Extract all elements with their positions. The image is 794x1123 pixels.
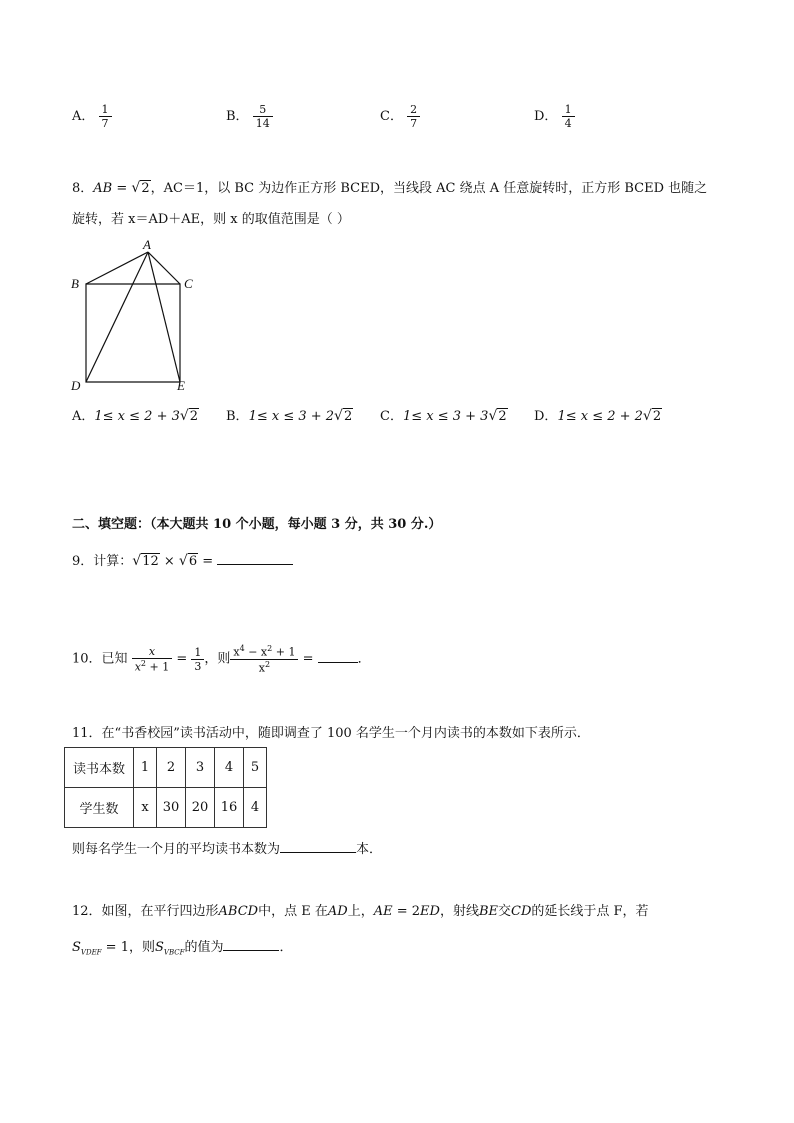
q7-option-c: C． $\frac{2}{7}$ bbox=[380, 103, 420, 130]
q9: 9．计算：√12 × √6 = bbox=[72, 550, 293, 569]
fraction: $\frac{1}{7}$ bbox=[99, 103, 112, 130]
table-row bbox=[65, 748, 267, 788]
table-cell: 学生数 bbox=[65, 788, 134, 828]
table-cell: x bbox=[134, 788, 157, 828]
q11-text: 11．在“书香校园”读书活动中，随即调查了 100 名学生一个月内读书的本数如下表所示． bbox=[72, 726, 590, 741]
fraction: $\frac{x}{x^2 + 1}$ bbox=[132, 645, 173, 674]
table-cell: 30 bbox=[157, 788, 186, 828]
q8-option-b: B．1≤ x ≤ 3 + 2√2 bbox=[226, 408, 353, 424]
answer-blank[interactable] bbox=[223, 938, 279, 951]
sqrt: √2 bbox=[131, 180, 150, 196]
table-cell: 16 bbox=[215, 788, 244, 828]
fraction: $\frac{x^4 - x^2 + 1}{x^2}$ bbox=[230, 644, 298, 674]
fraction: $\frac{1}{3}$ bbox=[191, 646, 204, 673]
answer-blank[interactable] bbox=[280, 840, 356, 853]
fraction: $\frac{5}{14}$ bbox=[253, 103, 273, 130]
q12-line-2: $S_{VDEF} = 1$，则$S_{VBCF}$的值为 ． bbox=[72, 940, 293, 957]
table-row bbox=[65, 788, 267, 828]
answer-blank[interactable] bbox=[318, 650, 358, 663]
square-bced bbox=[86, 284, 180, 382]
q7-option-a: A． $\frac{1}{7}$ bbox=[72, 103, 112, 130]
table-cell: 4 bbox=[244, 788, 267, 828]
vertex-d: D bbox=[71, 378, 81, 393]
table-cell: 1 bbox=[134, 748, 157, 788]
fraction: $\frac{2}{7}$ bbox=[407, 103, 420, 130]
q8-option-c: C．1≤ x ≤ 3 + 3√2 bbox=[380, 408, 507, 424]
answer-blank[interactable] bbox=[217, 552, 293, 565]
q11-answer-line: 则每名学生一个月的平均读书本数为 本． bbox=[72, 842, 383, 857]
table-cell: 3 bbox=[186, 748, 215, 788]
vertex-c: C bbox=[184, 276, 193, 291]
vertex-b: B bbox=[71, 276, 79, 291]
vertex-a: A bbox=[143, 237, 151, 252]
table-cell: 5 bbox=[244, 748, 267, 788]
q8-option-a: A．1≤ x ≤ 2 + 3√2 bbox=[72, 408, 199, 424]
table-cell: 4 bbox=[215, 748, 244, 788]
fraction: $\frac{1}{4}$ bbox=[562, 103, 575, 130]
q8-line-1: 8．AB = √2，AC＝1，以 BC 为边作正方形 BCED，当线段 AC 绕点 A 任意旋转时，正方形 BCED 也随之 bbox=[72, 180, 708, 196]
vertex-e: E bbox=[177, 378, 185, 393]
q7-option-b: B． $\frac{5}{14}$ bbox=[226, 103, 273, 130]
segment-ad bbox=[86, 252, 148, 382]
table-cell: 20 bbox=[186, 788, 215, 828]
segment-ac bbox=[148, 252, 180, 284]
q10: 10．已知 $\frac{x}{x^2 + 1}$ = $\frac{1}{3}$ ，则 $\frac{x^4 - x^2 + 1}{x^2}$ = ． bbox=[72, 644, 371, 675]
q8-option-d: D．1≤ x ≤ 2 + 2√2 bbox=[534, 408, 662, 424]
section-2-heading: 二、填空题：（本大题共 10 个小题，每小题 3 分，共 30 分.） bbox=[72, 517, 442, 532]
reading-table bbox=[64, 747, 267, 828]
table-cell: 2 bbox=[157, 748, 186, 788]
q12-line-1: 12．如图，在平行四边形ABCD中，点 E 在AD上，AE = 2ED，射线BE交CD的延长线于点 F，若 bbox=[72, 904, 649, 919]
segment-ab bbox=[86, 252, 148, 284]
q8-line-2: 旋转，若 x＝AD＋AE，则 x 的取值范围是（ ） bbox=[72, 212, 350, 227]
q8-figure bbox=[66, 236, 206, 396]
table-cell: 读书本数 bbox=[65, 748, 134, 788]
segment-ae bbox=[148, 252, 180, 382]
q7-option-d: D． $\frac{1}{4}$ bbox=[534, 103, 575, 130]
